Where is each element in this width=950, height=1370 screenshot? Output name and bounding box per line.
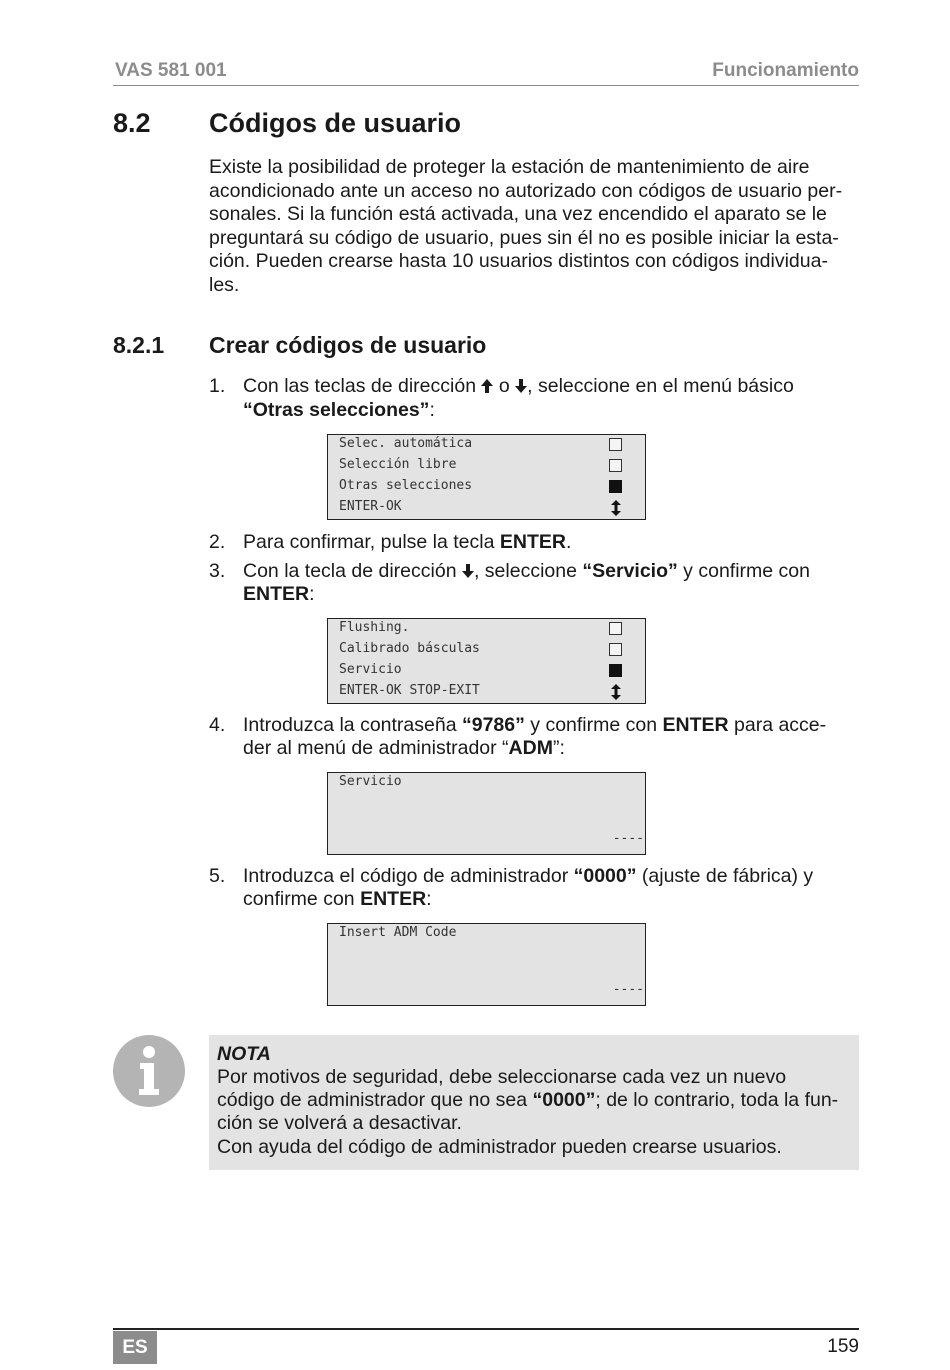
paragraph-line: preguntará su código de usuario, pues sin él no es posible iniciar la esta- — [209, 226, 839, 249]
lcd-row: Servicio — [339, 662, 402, 677]
step-4-line-2: der al menú de administrador “ADM”: — [243, 737, 565, 759]
lcd-row: Calibrado básculas — [339, 641, 480, 656]
arrow-down-icon — [462, 564, 474, 578]
up-down-arrow-icon — [610, 500, 622, 516]
checkbox-filled-icon — [609, 664, 622, 677]
menu-name: ADM — [508, 737, 553, 759]
lcd-screen-other-selections — [327, 618, 646, 704]
menu-option-name: “Servicio” — [582, 560, 678, 582]
up-down-arrow-icon — [610, 684, 622, 700]
note-box — [209, 1035, 859, 1170]
paragraph-line: les. — [209, 273, 240, 296]
paragraph-line: acondicionado ante un acceso no autorizado con códigos de usuario per- — [209, 179, 843, 202]
subsection-title: Crear códigos de usuario — [209, 332, 487, 358]
lcd-row: Selec. automática — [339, 436, 473, 451]
step-3-line-2: ENTER: — [243, 583, 315, 605]
paragraph-line: ción. Pueden crearse hasta 10 usuarios distintos con códigos individua- — [209, 250, 828, 272]
step-number: 4. — [209, 714, 226, 736]
note-line: ción se volverá a desactivar. — [217, 1112, 462, 1134]
lcd-title: Insert ADM Code — [339, 925, 457, 940]
checkbox-filled-icon — [609, 480, 622, 493]
key-name: ENTER — [662, 714, 729, 736]
key-name: ENTER — [360, 888, 427, 910]
section-number: 8.2 — [113, 108, 151, 138]
note-line: Por motivos de seguridad, debe seleccionarse cada vez un nuevo — [217, 1066, 787, 1088]
lcd-row: Otras selecciones — [339, 478, 473, 493]
note-line: Con ayuda del código de administrador pueden crearse usuarios. — [217, 1136, 782, 1158]
step-5-line-1: Introduzca el código de administrador “0000” (ajuste de fábrica) y — [243, 865, 814, 887]
step-1-line-2: “Otras selecciones”: — [243, 399, 435, 421]
lcd-screen-admin-code — [327, 923, 646, 1006]
step-number: 2. — [209, 531, 226, 553]
running-section-title: Funcionamiento — [712, 60, 859, 81]
checkbox-empty-icon — [609, 622, 622, 635]
admin-code-value: “0000” — [532, 1089, 596, 1111]
checkbox-empty-icon — [609, 438, 622, 451]
code-entry-field: ---- — [612, 982, 644, 997]
note-line: código de administrador que no sea “0000”; de lo contrario, toda la fun- — [217, 1089, 839, 1111]
step-2-text: Para confirmar, pulse la tecla ENTER. — [243, 531, 572, 553]
step-1-line-1: Con las teclas de dirección o , seleccione en el menú básico — [243, 375, 794, 397]
step-5-line-2: confirme con ENTER: — [243, 888, 432, 910]
code-entry-field: ---- — [612, 831, 644, 846]
footer-divider — [113, 1328, 859, 1330]
note-title: NOTA — [217, 1043, 271, 1065]
paragraph-line: sonales. Si la función está activada, una vez encendido el aparato se le — [209, 203, 827, 225]
lcd-row: Selección libre — [339, 457, 457, 472]
lcd-row: ENTER-OK STOP-EXIT — [339, 683, 480, 698]
intro-paragraph — [209, 156, 859, 297]
checkbox-empty-icon — [609, 643, 622, 656]
page-number: 159 — [827, 1336, 859, 1357]
lcd-screen-service — [327, 772, 646, 855]
step-number: 1. — [209, 375, 226, 397]
lcd-title: Servicio — [339, 774, 402, 789]
section-title: Códigos de usuario — [209, 108, 462, 138]
step-number: 5. — [209, 865, 226, 887]
lcd-row: Flushing. — [339, 620, 410, 635]
language-badge: ES — [113, 1331, 157, 1364]
arrow-up-icon — [481, 379, 493, 393]
doc-id: VAS 581 001 — [115, 60, 227, 81]
header-divider — [113, 85, 859, 86]
lcd-row: ENTER-OK — [339, 499, 402, 514]
key-name: ENTER — [499, 531, 566, 553]
paragraph-line: Existe la posibilidad de proteger la estación de mantenimiento de aire — [209, 156, 810, 178]
admin-code-value: “0000” — [573, 865, 637, 887]
step-4-line-1: Introduzca la contraseña “9786” y confirme con ENTER para acce- — [243, 714, 827, 736]
step-3-line-1: Con la tecla de dirección , seleccione “Servicio” y confirme con — [243, 560, 810, 582]
password-value: “9786” — [461, 714, 525, 736]
key-name: ENTER — [243, 583, 310, 605]
info-icon — [113, 1035, 185, 1107]
arrow-down-icon — [515, 379, 527, 393]
menu-option-name: “Otras selecciones” — [243, 399, 430, 421]
lcd-screen-main-menu — [327, 434, 646, 520]
checkbox-empty-icon — [609, 459, 622, 472]
subsection-number: 8.2.1 — [113, 332, 165, 358]
step-number: 3. — [209, 560, 226, 582]
